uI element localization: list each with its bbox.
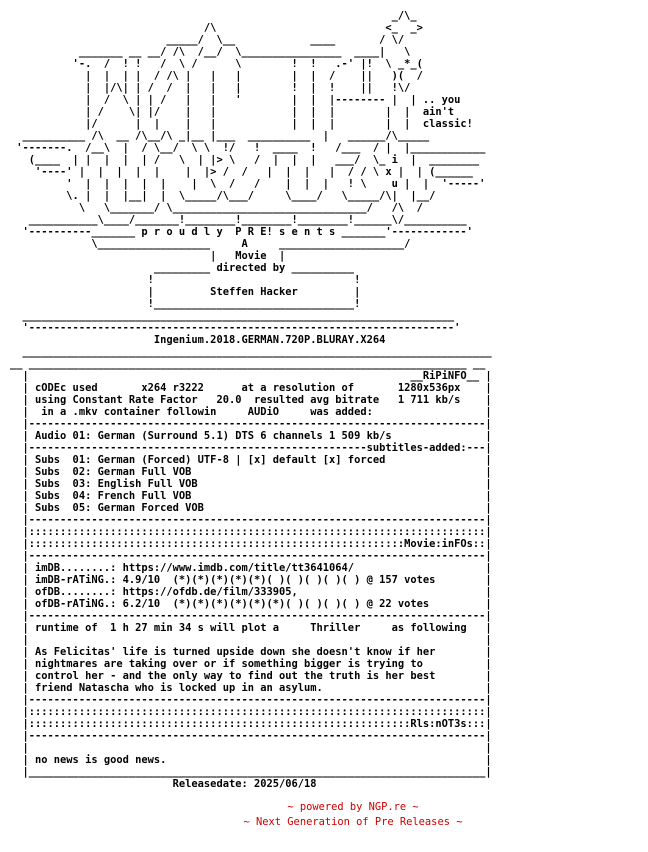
nfo-line: \__________________ A ____________________/: [10, 238, 411, 250]
nfo-line: __ ______________________________________________________________________ __: [10, 358, 486, 370]
nfo-line: |:::::::::::::::::::::::::::::::::::::::::::::::::::::::::::::::::::::::::|: [10, 706, 492, 718]
nfo-line: | |: [10, 742, 492, 754]
nfo-text: [10, 10, 492, 790]
nfo-line: | __RiPiNFO__ |: [10, 370, 492, 382]
nfo-line: _____________________________________________________________________: [10, 310, 455, 322]
nfo-line: ___________________________________________________________________________: [10, 346, 492, 358]
tagline-line: ~ Next Generation of Pre Releases ~: [243, 816, 463, 828]
nfo-line: |-------------------------------------------------------------------------|: [10, 694, 492, 706]
nfo-line: _________ directed by __________: [10, 262, 355, 274]
nfo-line: | imDB........: https://www.imdb.com/title/tt3641064/ |: [10, 562, 492, 574]
nfo-line: | ofDB........: https://ofdb.de/film/333905, |: [10, 586, 492, 598]
nfo-line: | Subs 01: German (Forced) UTF-8 | [x] default [x] forced |: [10, 454, 492, 466]
nfo-line: '-------. /__\ | / \__/ \ \ !/ ! ____ ! /___ / | |____________: [10, 142, 486, 154]
nfo-line: | / \| |/ | | | | | | | ain't: [10, 106, 455, 118]
nfo-line: |-------------------------------------------------------------------------|: [10, 610, 492, 622]
nfo-line: |-------------------------------------------------------------------------|: [10, 418, 492, 430]
nfo-line: |-------------------------------------------------------------------------|: [10, 730, 492, 742]
footer: [0, 800, 648, 830]
nfo-line: '-. / ! ! / \ / \ ! ! .-' |! \ _*_(: [10, 58, 423, 70]
nfo-line: \. | | |__| | \_____/\___/ \____/ \_____/\| |__/: [10, 190, 436, 202]
nfo-line: | runtime of 1 h 27 min 34 s will plot a Thriller as following |: [10, 622, 492, 634]
nfo-line: | no news is good news. |: [10, 754, 492, 766]
powered-by-line: ~ powered by NGP.re ~: [287, 801, 419, 813]
nfo-line: '----' | | | | | | |> / / | | | | / / \ x | | (______: [10, 166, 473, 178]
nfo-line: | imDB-rATiNG.: 4.9/10 (*)(*)(*)(*)(*)( )( )( )( )( ) @ 157 votes |: [10, 574, 492, 586]
nfo-line: | in a .mkv container followin AUDiO was added: |: [10, 406, 492, 418]
nfo-line: ! !: [10, 274, 361, 286]
nfo-line: \ \_______/ \_______________________________/ /\ /: [10, 202, 423, 214]
nfo-line: _______ __ __/ /\ /__/ \________________ ____| \: [10, 46, 411, 58]
nfo-line: Releasedate: 2025/06/18: [10, 778, 317, 790]
nfo-line: | nightmares are taking over or if something bigger is trying to |: [10, 658, 492, 670]
nfo-line: '--------------------------------------------------------------------': [10, 322, 461, 334]
nfo-line: | Subs 03: English Full VOB |: [10, 478, 492, 490]
nfo-line: | control her - and the only way to find out the truth is her best |: [10, 670, 492, 682]
nfo-line: |-------------------------------------------------------------------------|: [10, 550, 492, 562]
nfo-line: | |: [10, 634, 492, 646]
nfo-line: | | | | / /\ | | | | | / || )( /: [10, 70, 423, 82]
nfo-line: |/ | | | | | | | | | classic!: [10, 118, 473, 130]
nfo-line: |::::::::::::::::::::::::::::::::::::::::::::::::::::::::::::Movie:inFOs::|: [10, 538, 492, 550]
nfo-line: | ofDB-rATiNG.: 6.2/10 (*)(*)(*)(*)(*)(*)( )( )( )( ) @ 22 votes |: [10, 598, 492, 610]
nfo-line: _/\_: [10, 10, 417, 22]
nfo-line: Ingenium.2018.GERMAN.720P.BLURAY.X264: [10, 334, 386, 346]
nfo-line: | Subs 05: German Forced VOB |: [10, 502, 492, 514]
nfo-line: |-------------------------------------------------------------------------|: [10, 514, 492, 526]
nfo-line: (____ | | | | | / \ | |> \ / | | | ___/ \_ i | ________: [10, 154, 480, 166]
nfo-line: | Movie |: [10, 250, 286, 262]
nfo-line: | cODEc used x264 r3222 at a resolution of 1280x536px |: [10, 382, 492, 394]
nfo-line: |:::::::::::::::::::::::::::::::::::::::::::::::::::::::::::::::::::::::::|: [10, 526, 492, 538]
nfo-line: ' | | | | | | \ / / | | | ! \ u | | '-----': [10, 178, 486, 190]
nfo-line: _____/ \__ ____ / \/: [10, 34, 405, 46]
nfo-line: | As Felicitas' life is turned upside down she doesn't know if her |: [10, 646, 492, 658]
nfo-line: | using Constant Rate Factor 20.0 resulted avg bitrate 1 711 kb/s |: [10, 394, 492, 406]
nfo-line: | / \ | | / | | ' | | |-------- | | .. you: [10, 94, 461, 106]
nfo-line: !________________________________!: [10, 298, 361, 310]
nfo-line: | Audio 01: German (Surround 5.1) DTS 6 channels 1 509 kb/s |: [10, 430, 492, 442]
nfo-line: |:::::::::::::::::::::::::::::::::::::::::::::::::::::::::::::Rls:nOT3s:::|: [10, 718, 492, 730]
nfo-line: | |/\| | / / | | | ! | ! || !\/: [10, 82, 411, 94]
nfo-line: | Subs 04: French Full VOB |: [10, 490, 492, 502]
nfo-line: /\ <_ _>: [10, 22, 423, 34]
nfo-line: | Steffen Hacker |: [10, 286, 361, 298]
nfo-line: |_________________________________________________________________________|: [10, 766, 492, 778]
nfo-line: '----------_______ p r o u d l y P R E! s e n t s _______'------------': [10, 226, 473, 238]
nfo-line: __________ /\ __ /\__/\ _|__ |___ __________ | ______/\_____: [10, 130, 430, 142]
nfo-line: |------------------------------------------------------subtitles-added:---|: [10, 442, 492, 454]
nfo-line: ___________\____/_______!________!________!________!______\/__________: [10, 214, 467, 226]
nfo-line: | friend Natascha who is locked up in an asylum. |: [10, 682, 492, 694]
nfo-line: | Subs 02: German Full VOB |: [10, 466, 492, 478]
